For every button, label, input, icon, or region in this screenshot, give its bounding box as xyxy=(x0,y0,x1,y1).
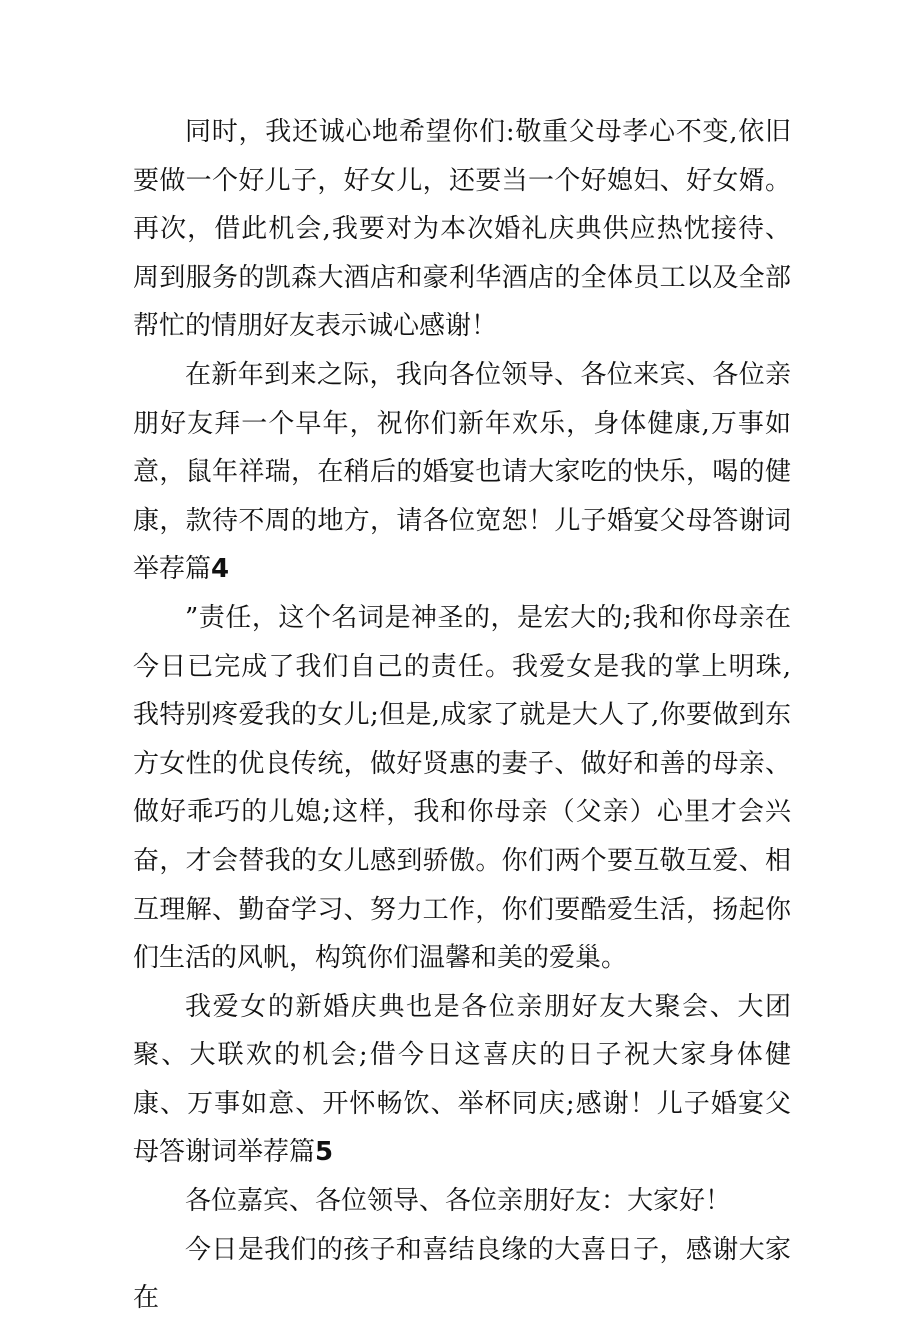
paragraph-6-text: 今日是我们的孩子和喜结良缘的大喜日子，感谢大家在 xyxy=(133,1234,791,1314)
paragraph-2 xyxy=(133,351,791,594)
paragraph-5-text: 各位嘉宾、各位领导、各位亲朋好友：大家好！ xyxy=(185,1186,732,1217)
document-body xyxy=(133,108,791,1323)
paragraph-6 xyxy=(133,1226,791,1323)
paragraph-5 xyxy=(133,1177,791,1226)
paragraph-1-text: 同时，我还诚心地希望你们:敬重父母孝心不变,依旧要做一个好儿子，好女儿，还要当一个好媳妇、好女婿。再次，借此机会,我要对为本次婚礼庆典供应热忱接待、周到服务的凯森大酒店和豪利华酒店的全体员工以及全部帮忙的情朋好友表示诚心感谢！ xyxy=(133,117,791,342)
paragraph-1 xyxy=(133,108,791,351)
paragraph-2-text: 在新年到来之际，我向各位领导、各位来宾、各位亲朋好友拜一个早年，祝你们新年欢乐，身体健康,万事如意，鼠年祥瑞，在稍后的婚宴也请大家吃的快乐，喝的健康，款待不周的地方，请各位宽恕！儿子婚宴父母答谢词举荐篇 xyxy=(133,359,791,585)
section-number-5: 5 xyxy=(315,1137,334,1168)
section-number-4: 4 xyxy=(211,554,230,585)
paragraph-4-text: 我爱女的新婚庆典也是各位亲朋好友大聚会、大团聚、大联欢的机会;借今日这喜庆的日子祝大家身体健康、万事如意、开怀畅饮、举杯同庆;感谢！儿子婚宴父母答谢词举荐篇 xyxy=(133,991,791,1168)
paragraph-3 xyxy=(133,594,791,983)
paragraph-4 xyxy=(133,983,791,1177)
paragraph-3-text: ”责任，这个名词是神圣的，是宏大的;我和你母亲在今日已完成了我们自己的责任。我爱女是我的掌上明珠,我特别疼爱我的女儿;但是,成家了就是大人了,你要做到东方女性的优良传统，做好贤惠的妻子、做好和善的母亲、做好乖巧的儿媳;这样，我和你母亲（父亲）心里才会兴奋，才会替我的女儿感到骄傲。你们两个要互敬互爱、相互理解、勤奋学习、努力工作，你们要酷爱生活，扬起你们生活的风帆，构筑你们温馨和美的爱巢。 xyxy=(133,602,791,974)
